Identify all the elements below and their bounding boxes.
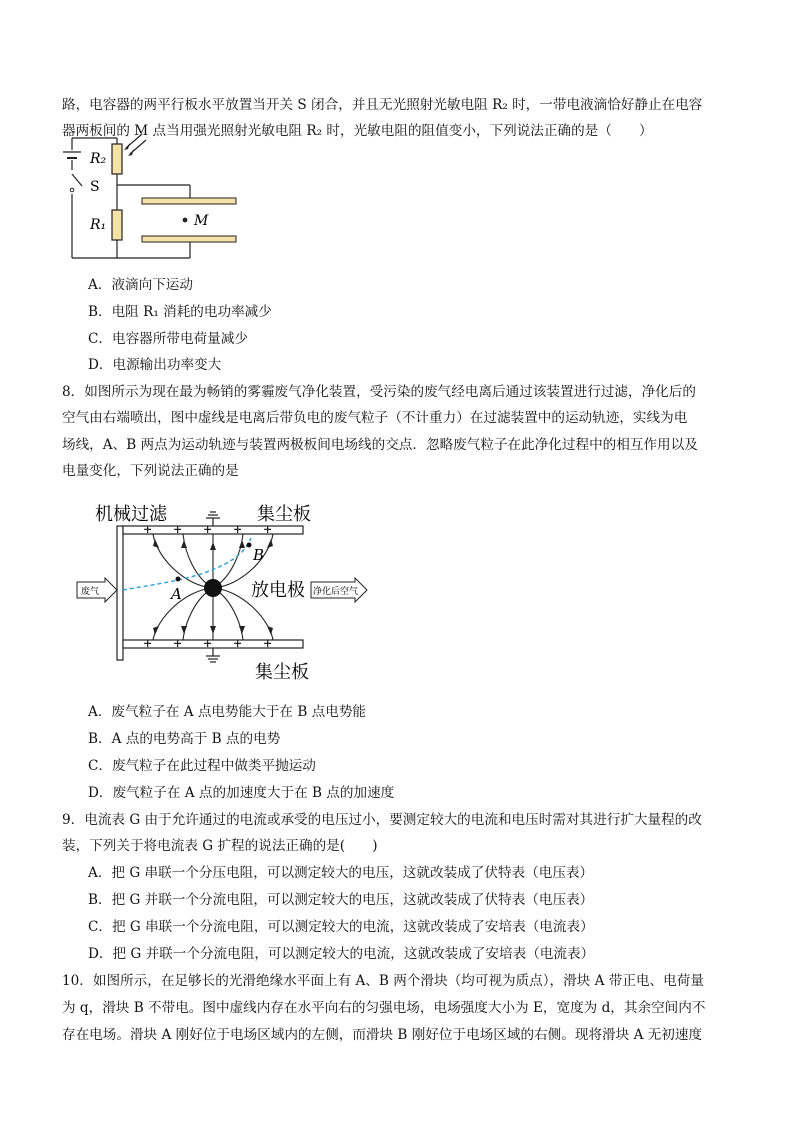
bottom-plate-label: 集尘板 [255,662,309,683]
q7-option-c: C．电容器所带电荷量减少 [88,331,248,347]
q10-line-1: 10．如图所示，在足够长的光滑绝缘水平面上有 A、B 两个滑块（均可视为质点），滑块 A 带正电、电荷量 [62,973,704,989]
point-a-label: A [171,585,182,603]
point-b-label: B [253,546,265,564]
top-plate-label: 集尘板 [257,504,311,525]
q8-option-a: A．废气粒子在 A 点电势能大于在 B 点电势能 [88,704,367,720]
svg-text:+: + [143,637,153,650]
svg-text:+: + [143,523,153,536]
inlet-label: 废气 [81,587,100,597]
q9-line-2: 装，下列关于将电流表 G 扩程的说法正确的是( ) [62,838,378,854]
q9-line-1: 9．电流表 G 由于允许通过的电流或承受的电压过小，要测定较大的电流和电压时需对其进行扩大量程的改 [62,812,702,828]
svg-text:+: + [173,637,183,650]
q10-line-3: 存在电场。滑块 A 刚好位于电场区域内的左侧，而滑块 B 刚好位于电场区域的右侧。现将滑块 A 无初速度 [62,1027,703,1043]
q7-option-b: B．电阻 R₁ 消耗的电功率减少 [88,304,272,320]
q8-option-d: D．废气粒子在 A 点的加速度大于在 B 点的加速度 [88,785,395,801]
svg-text:+: + [233,637,243,650]
q8-purifier-figure [75,498,375,688]
r1-label: R₁ [90,217,107,233]
discharge-electrode-label: 放电极 [251,580,305,601]
q7-line-1: 路，电容器的两平行板水平放置当开关 S 闭合，并且无光照射光敏电阻 R₂ 时，一带电液滴恰好静止在电容 [62,97,703,113]
point-m-label: M [194,213,209,229]
q8-line-4: 电量变化，下列说法正确的是 [62,463,239,479]
q8-line-3: 场线，A、B 两点为运动轨迹与装置两极板间电场线的交点．忽略废气粒子在此净化过程中的相互作用以及 [62,437,698,453]
svg-text:+: + [203,637,213,650]
q8-option-c: C．废气粒子在此过程中做类平抛运动 [88,758,316,774]
mech-filter-label: 机械过滤 [95,504,167,525]
q9-option-d: D．把 G 并联一个分流电阻，可以测定较大的电流，这就改装成了安培表（电流表） [88,946,595,962]
q7-option-a: A．液滴向下运动 [88,277,193,293]
switch-label: S [90,179,100,195]
q9-option-c: C．把 G 串联一个分流电阻，可以测定较大的电流，这就改装成了安培表（电流表） [88,919,594,935]
q7-line-2: 器两板间的 M 点当用强光照射光敏电阻 R₂ 时，光敏电阻的阻值变小，下列说法正确的是（ ） [62,123,653,139]
q9-option-a: A．把 G 串联一个分压电阻，可以测定较大的电压，这就改装成了伏特表（电压表） [88,865,594,881]
r2-label: R₂ [90,151,107,167]
q7-circuit-figure [60,128,260,268]
q10-line-2: 为 q，滑块 B 不带电。图中虚线内存在水平向右的匀强电场，电场强度大小为 E，宽度为 d，其余空间内不 [62,1000,706,1016]
svg-text:+: + [203,523,213,536]
svg-text:+: + [173,523,183,536]
q8-line-2: 空气由右端喷出，图中虚线是电离后带负电的废气粒子（不计重力）在过滤装置中的运动轨迹，实线为电 [62,410,688,426]
svg-text:+: + [233,523,243,536]
svg-text:+: + [263,637,273,650]
svg-text:+: + [263,523,273,536]
outlet-label: 净化后空气 [313,587,359,597]
q8-line-1: 8．如图所示为现在最为畅销的雾霾废气净化装置，受污染的废气经电离后通过该装置进行过滤，净化后的 [62,384,696,400]
q7-option-d: D．电源输出功率变大 [88,357,222,373]
q8-option-b: B．A 点的电势高于 B 点的电势 [88,731,281,747]
q9-option-b: B．把 G 并联一个分流电阻，可以测定较大的电压，这就改装成了伏特表（电压表） [88,892,594,908]
